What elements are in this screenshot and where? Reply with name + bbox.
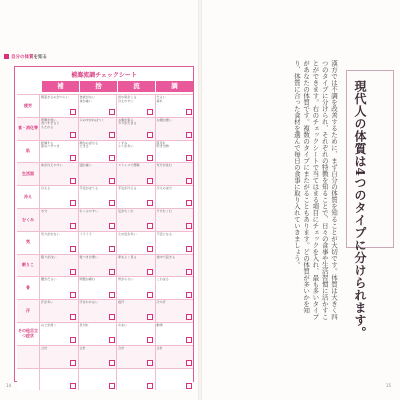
cell-text: 冷える bbox=[41, 186, 51, 191]
table-cell bbox=[155, 300, 194, 322]
cell-text: 体が冷えやすい bbox=[41, 163, 63, 168]
checkbox[interactable] bbox=[147, 132, 153, 138]
cell-text: 肌荒れ 吹き出物 bbox=[156, 140, 169, 149]
checkbox[interactable] bbox=[70, 155, 76, 161]
checkbox[interactable] bbox=[147, 178, 153, 184]
checkbox[interactable] bbox=[186, 200, 192, 206]
checkbox[interactable] bbox=[109, 109, 115, 115]
cell-text: めまい bbox=[118, 322, 128, 327]
row-label: 疲労 bbox=[24, 102, 32, 108]
checkbox[interactable] bbox=[70, 246, 76, 252]
cell-text: 合計 bbox=[156, 345, 163, 350]
table-row bbox=[17, 208, 193, 231]
table-cell bbox=[116, 95, 155, 117]
cell-text: 腰がだるい bbox=[41, 277, 57, 282]
section-tab-bold: 自分の体質 bbox=[11, 54, 34, 60]
cell-text: ため息が多い bbox=[118, 231, 137, 236]
cell-text: 合計 bbox=[41, 345, 48, 350]
table-row bbox=[17, 322, 193, 345]
table-cell bbox=[116, 323, 155, 345]
checkbox[interactable] bbox=[109, 132, 115, 138]
cell-text: 寝つきが悪い bbox=[79, 254, 99, 259]
table-cell bbox=[39, 141, 78, 163]
cell-text: 途中で起きる bbox=[156, 254, 176, 259]
cell-text: くすみ シミが多い bbox=[118, 140, 134, 149]
table-cell bbox=[78, 369, 117, 391]
column-header: 調 bbox=[155, 81, 193, 92]
table-cell bbox=[78, 163, 117, 185]
row-label: 肌 bbox=[26, 148, 30, 154]
check-sheet-header bbox=[41, 81, 193, 92]
checkbox[interactable] bbox=[70, 314, 76, 320]
page-heading: 現代人の体質は4つのタイプに分けられます。 bbox=[353, 80, 367, 339]
cell-text: 関節が痛む bbox=[79, 277, 95, 282]
cell-text: 頭が重い bbox=[79, 163, 92, 168]
checkbox[interactable] bbox=[109, 246, 115, 252]
table-cell bbox=[155, 186, 194, 208]
table-cell bbox=[39, 186, 78, 208]
table-row bbox=[17, 231, 193, 254]
checkbox[interactable] bbox=[70, 178, 76, 184]
cell-text: 息切れ bbox=[79, 322, 89, 327]
table-cell bbox=[155, 323, 194, 345]
checkbox[interactable] bbox=[70, 292, 76, 298]
checkbox[interactable] bbox=[70, 337, 76, 343]
cell-text: お腹が張る ガスがたまる bbox=[118, 117, 137, 126]
checkbox[interactable] bbox=[147, 155, 153, 161]
check-sheet bbox=[14, 66, 194, 382]
row-label: 食・消化等 bbox=[18, 125, 38, 131]
checkbox[interactable] bbox=[147, 109, 153, 115]
table-cell bbox=[155, 277, 194, 299]
checkbox[interactable] bbox=[109, 337, 115, 343]
table-cell bbox=[155, 255, 194, 277]
checkbox[interactable] bbox=[70, 132, 76, 138]
table-cell bbox=[78, 186, 117, 208]
checkbox[interactable] bbox=[147, 337, 153, 343]
cell-text: 首や肩がこる 冷えやすい bbox=[118, 95, 137, 103]
checkbox[interactable] bbox=[186, 360, 192, 366]
table-cell bbox=[78, 118, 117, 140]
checkbox[interactable] bbox=[70, 109, 76, 115]
table-cell bbox=[116, 141, 155, 163]
cell-text: 眠りが浅い bbox=[41, 254, 57, 259]
cell-text: 冷えのぼせ bbox=[156, 186, 172, 191]
cell-text: 手足が冷える bbox=[118, 186, 137, 191]
table-cell bbox=[116, 209, 155, 231]
checkbox[interactable] bbox=[109, 223, 115, 229]
checkbox[interactable] bbox=[186, 292, 192, 298]
table-cell bbox=[78, 95, 117, 117]
row-label bbox=[17, 346, 39, 368]
table-cell bbox=[39, 369, 78, 391]
table-cell bbox=[116, 255, 155, 277]
table-cell bbox=[78, 141, 117, 163]
table-cell bbox=[78, 255, 117, 277]
table-cell bbox=[116, 300, 155, 322]
checkbox[interactable] bbox=[70, 223, 76, 229]
section-tab-rest: を知る bbox=[33, 54, 47, 60]
cell-text: 不安になる bbox=[156, 231, 172, 236]
row-label: 気 bbox=[26, 239, 30, 245]
checkbox[interactable] bbox=[70, 269, 76, 275]
table-row bbox=[17, 185, 193, 208]
check-sheet-title: 補瀉流調チェックシート bbox=[71, 72, 137, 79]
table-row bbox=[17, 140, 193, 163]
cell-text: 動悸 bbox=[156, 322, 163, 327]
table-row bbox=[17, 276, 193, 299]
checkbox[interactable] bbox=[109, 200, 115, 206]
table-cell bbox=[39, 95, 78, 117]
checkbox[interactable] bbox=[109, 292, 115, 298]
cell-text: 顔がのぼせる にきび bbox=[79, 140, 99, 149]
table-cell bbox=[39, 118, 78, 140]
row-label: むくみ bbox=[22, 216, 34, 222]
checkbox[interactable] bbox=[147, 223, 153, 229]
cell-text: のどが渇く bbox=[41, 322, 57, 327]
checkbox[interactable] bbox=[109, 269, 115, 275]
cell-text: 口の中がねばつく bbox=[79, 117, 105, 122]
cell-text: 夢をよく見る bbox=[118, 254, 137, 259]
checkbox[interactable] bbox=[147, 269, 153, 275]
section-tab bbox=[4, 52, 74, 61]
checkbox[interactable] bbox=[109, 155, 115, 161]
table-cell bbox=[78, 300, 117, 322]
column-header: 補 bbox=[41, 81, 79, 92]
cell-text: 骨がもろい bbox=[118, 277, 134, 282]
cell-text: むくみやすい bbox=[79, 208, 99, 213]
section-marker-icon bbox=[4, 54, 9, 59]
table-row bbox=[17, 368, 193, 391]
row-label: 汗 bbox=[26, 307, 30, 313]
cell-text: 朝起きるのがつらい bbox=[41, 95, 69, 99]
table-row bbox=[17, 345, 193, 368]
cell-text: 食欲がない 体が重い bbox=[79, 95, 95, 103]
table-cell bbox=[155, 118, 194, 140]
column-header: 流 bbox=[117, 81, 155, 92]
row-label: 生活面 bbox=[22, 170, 34, 176]
checkbox[interactable] bbox=[147, 292, 153, 298]
cell-text: 汗をかかない bbox=[79, 300, 99, 305]
table-cell bbox=[39, 277, 78, 299]
cell-text: 手足がほてる bbox=[79, 186, 99, 191]
table-cell bbox=[39, 232, 78, 254]
page-number-left: 14 bbox=[6, 383, 12, 388]
checkbox[interactable] bbox=[147, 200, 153, 206]
table-row bbox=[17, 299, 193, 322]
checkbox[interactable] bbox=[186, 178, 192, 184]
checkbox[interactable] bbox=[147, 360, 153, 366]
cell-text: 寝汗 bbox=[118, 300, 125, 305]
table-cell bbox=[39, 163, 78, 185]
table-cell bbox=[116, 232, 155, 254]
cell-text: イライラ bbox=[79, 231, 92, 236]
table-cell bbox=[78, 277, 117, 299]
cell-text: 汗が多い bbox=[41, 300, 54, 305]
checkbox[interactable] bbox=[70, 200, 76, 206]
checkbox[interactable] bbox=[186, 132, 192, 138]
cell-text: 合計 bbox=[79, 345, 86, 350]
table-cell bbox=[116, 346, 155, 368]
column-header: 捨 bbox=[79, 81, 117, 92]
check-sheet-rows bbox=[17, 94, 193, 390]
cell-text: 気力が出ない bbox=[41, 231, 60, 236]
cell-text: こわばる bbox=[156, 277, 169, 282]
cell-text: だるい 疲れ bbox=[156, 95, 166, 103]
cell-text: 冷や汗 bbox=[156, 300, 166, 305]
table-cell bbox=[155, 232, 194, 254]
row-label: 骨 bbox=[26, 284, 30, 290]
table-cell bbox=[78, 209, 117, 231]
checkbox[interactable] bbox=[186, 155, 192, 161]
checkbox[interactable] bbox=[186, 246, 192, 252]
table-cell bbox=[116, 186, 155, 208]
table-row bbox=[17, 117, 193, 140]
checkbox[interactable] bbox=[109, 360, 115, 366]
cell-text: 胃腸が弱い 食べすぎると もたれる bbox=[41, 117, 60, 129]
table-cell bbox=[155, 209, 194, 231]
row-label: 冷え bbox=[24, 193, 32, 199]
row-label bbox=[17, 369, 39, 391]
cell-text: 足がむくむ bbox=[118, 208, 134, 213]
table-cell bbox=[78, 232, 117, 254]
table-row bbox=[17, 94, 193, 117]
table-cell bbox=[39, 323, 78, 345]
row-label: その他目立つ症状 bbox=[18, 328, 38, 338]
checkbox[interactable] bbox=[70, 360, 76, 366]
cell-text: 乾燥する 髪のパサつき bbox=[41, 140, 60, 149]
checkbox[interactable] bbox=[186, 383, 192, 389]
table-cell bbox=[39, 300, 78, 322]
table-cell bbox=[155, 141, 194, 163]
checkbox[interactable] bbox=[186, 269, 192, 275]
checkbox[interactable] bbox=[147, 314, 153, 320]
table-cell bbox=[116, 118, 155, 140]
row-label: 眠りこ bbox=[22, 262, 34, 268]
table-cell bbox=[39, 255, 78, 277]
cell-text: 気分が沈む bbox=[156, 163, 172, 168]
table-cell bbox=[155, 95, 194, 117]
table-cell bbox=[78, 323, 117, 345]
checkbox[interactable] bbox=[186, 314, 192, 320]
checkbox[interactable] bbox=[186, 223, 192, 229]
table-cell bbox=[155, 346, 194, 368]
table-cell bbox=[39, 346, 78, 368]
checkbox[interactable] bbox=[186, 337, 192, 343]
table-row bbox=[17, 162, 193, 185]
checkbox[interactable] bbox=[109, 383, 115, 389]
table-cell bbox=[116, 163, 155, 185]
table-row bbox=[17, 254, 193, 277]
book-gutter bbox=[198, 0, 202, 400]
cell-text: 合計 bbox=[118, 345, 125, 350]
checkbox[interactable] bbox=[70, 383, 76, 389]
table-cell bbox=[116, 277, 155, 299]
cell-text: 夕方むくむ bbox=[156, 208, 172, 213]
checkbox[interactable] bbox=[109, 314, 115, 320]
checkbox[interactable] bbox=[186, 109, 192, 115]
cell-text: お腹が緩い bbox=[156, 117, 172, 122]
checkbox[interactable] bbox=[147, 246, 153, 252]
body-text: 漢方では不調を改善するために、まず自分の体質を知ることが大切です。体質は大きく四つのタイプに分けられ、それぞれの特徴を知ることで、日々の食事や生活習慣に活かすことができます。右のチェックシートで当てはまる項目にチェックを入れ、最も多いタイプがあなたの体質です。複数のタイプにまたがることもあります。どの体質が多いかを知り、体質に合った食材を選んで毎日の食事に取り入れていきましょう。 bbox=[292, 60, 338, 320]
checkbox[interactable] bbox=[109, 178, 115, 184]
table-cell bbox=[39, 209, 78, 231]
table-cell bbox=[155, 163, 194, 185]
table-cell bbox=[155, 369, 194, 391]
table-cell bbox=[78, 346, 117, 368]
cell-text: ストレスで便秘 bbox=[118, 163, 140, 168]
checkbox[interactable] bbox=[147, 383, 153, 389]
table-cell bbox=[116, 369, 155, 391]
cell-text: 水分 bbox=[41, 208, 48, 213]
page-number-right: 15 bbox=[386, 383, 392, 388]
